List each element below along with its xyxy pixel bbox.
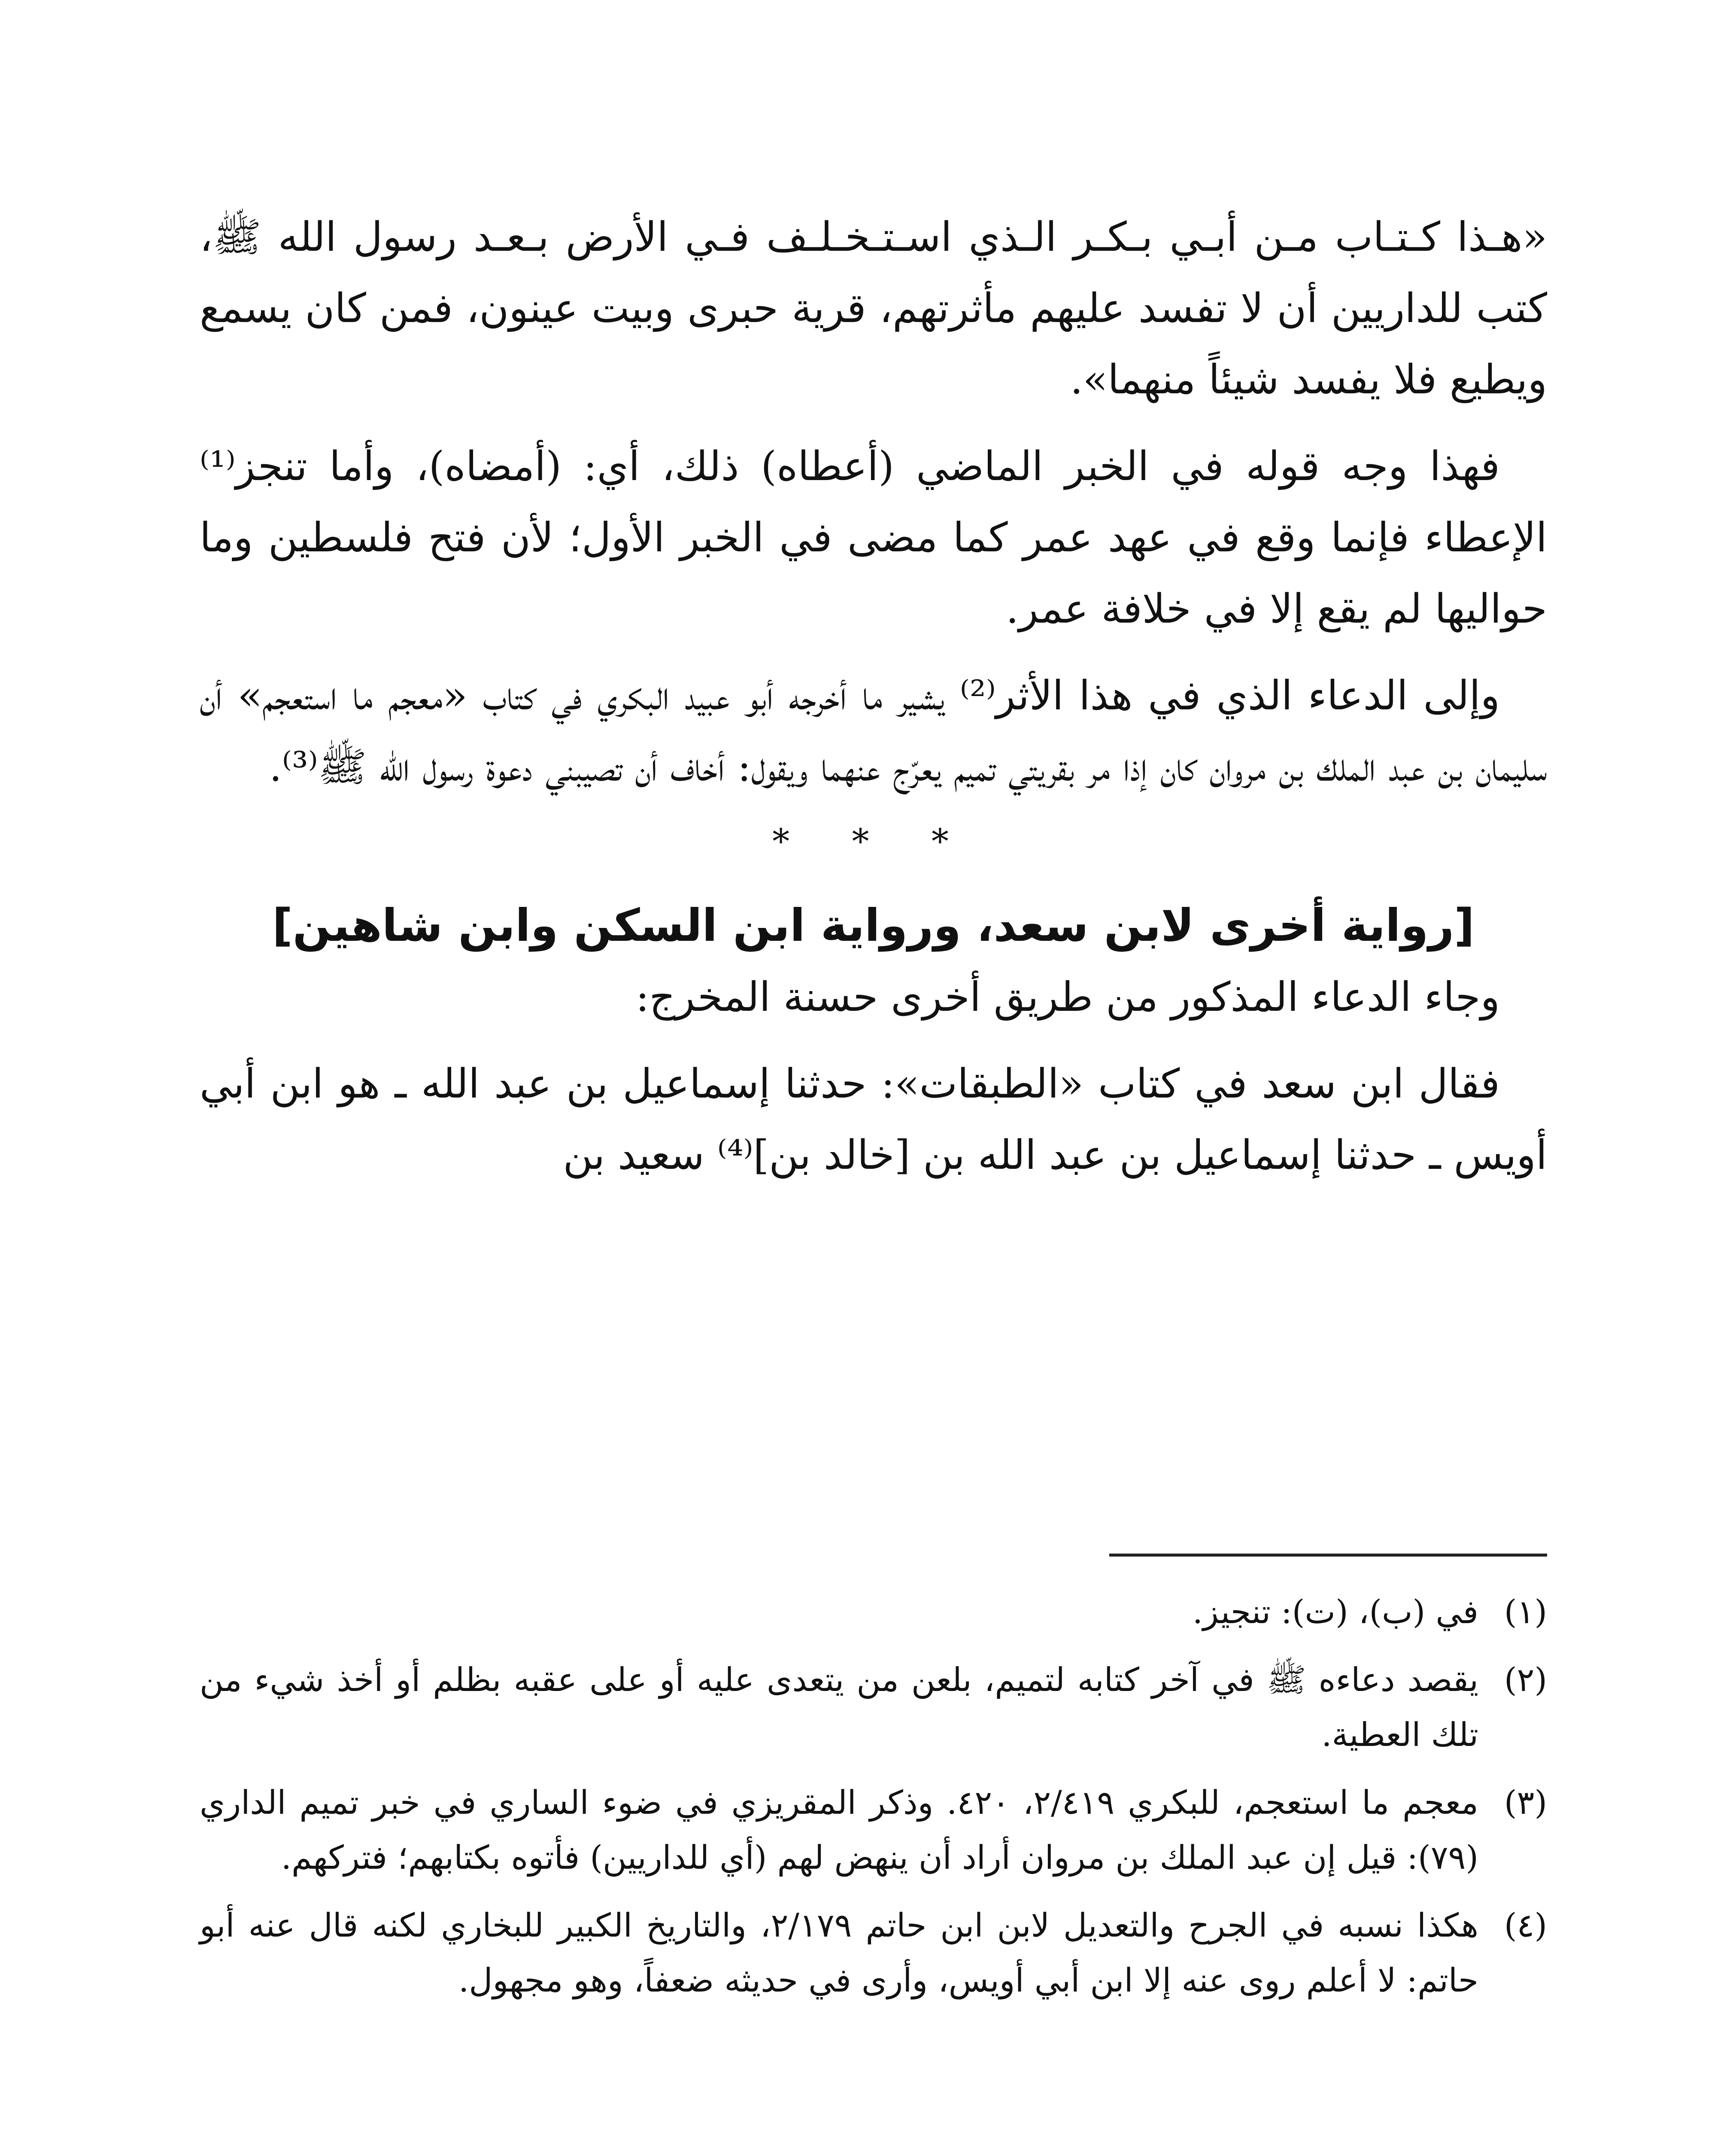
footnote-number: (٢) [1504,1660,1547,1699]
footnote-number: (٣) [1504,1783,1547,1822]
intro-paragraph: وجاء الدعاء المذكور من طريق أخرى حسنة المخرج: [635,974,1500,1021]
section-divider-stars: * * * [772,821,974,861]
footnote-item [200,1652,1547,1762]
footnote-number: (٤) [1504,1906,1547,1944]
section-heading: [رواية أخرى لابن سعد، ورواية ابن السكن وابن شاهين] [272,899,1475,952]
footnote-item [200,1898,1547,2008]
explanation-paragraph: فهذا وجه قوله في الخبر الماضي (أعطاه) ذلك، أي: (أمضاه)، وأما تنجز⁽¹⁾ الإعطاء فإنما وقع في عهد عمر كما مضى في الخبر الأول؛ لأن فتح فلسطين وما حواليها لم يقع إلا في خلافة عمر. [200,443,1547,633]
footnote-text: في (ب)، (ت): تنجيز. [1192,1593,1478,1631]
supplication-paragraph: وإلى الدعاء الذي في هذا الأثر⁽²⁾ يشير ما أخرجه أبو عبيد البكري في كتاب «معجم ما استعجم» أن سليمان بن عبد الملك بن مروان كان إذا مر بقريتي تميم يعرّج عنهما ويقول: أخاف أن تصيبني دعوة رسول الله ﷺ⁽³⁾. [200,672,1547,791]
footnote-item [200,1775,1547,1885]
footnote-item [200,1584,1547,1639]
footnote-text: معجم ما استعجم، للبكري ٢/٤١٩، ٤٢٠. وذكر المقريزي في ضوء الساري في خبر تميم الداري (٧٩): قيل إن عبد الملك بن مروان أراد أن ينهض لهم (أي للداريين) فأتوه بكتابهم؛ فتركهم. [200,1783,1478,1876]
isnad-paragraph: فقال ابن سعد في كتاب «الطبقات»: حدثنا إسماعيل بن عبد الله ـ هو ابن أبي أويس ـ حدثنا إسماعيل بن عبد الله بن [خالد بن]⁽⁴⁾ سعيد بن [200,1061,1547,1179]
footnotes-section [200,1584,1547,2021]
footnote-text: هكذا نسبه في الجرح والتعديل لابن ابن حاتم ٢/١٧٩، والتاريخ الكبير للبخاري لكنه قال عنه أبو حاتم: لا أعلم روى عنه إلا ابن أبي أويس، وأرى في حديثه ضعفاً، وهو مجهول. [200,1906,1479,1999]
footnote-text: يقصد دعاءه ﷺ في آخر كتابه لتميم، بلعن من يتعدى عليه أو على عقبه بظلم أو أخذ شيء من تلك العطية. [200,1660,1478,1754]
footnote-number: (١) [1504,1593,1547,1631]
footnote-separator-line [1109,1554,1547,1557]
quoted-letter-paragraph: «هـذا كـتـاب مـن أبـي بـكـر الـذي اسـتـخـلـف فـي الأرض بـعـد رسول الله ﷺ، كتب للداريين أن لا تفسد عليهم مأثرتهم، قرية حبرى وبيت عينون، فمن كان يسمع ويطيع فلا يفسد شيئاً منهما». [200,214,1547,403]
main-text-column [200,202,1547,1207]
